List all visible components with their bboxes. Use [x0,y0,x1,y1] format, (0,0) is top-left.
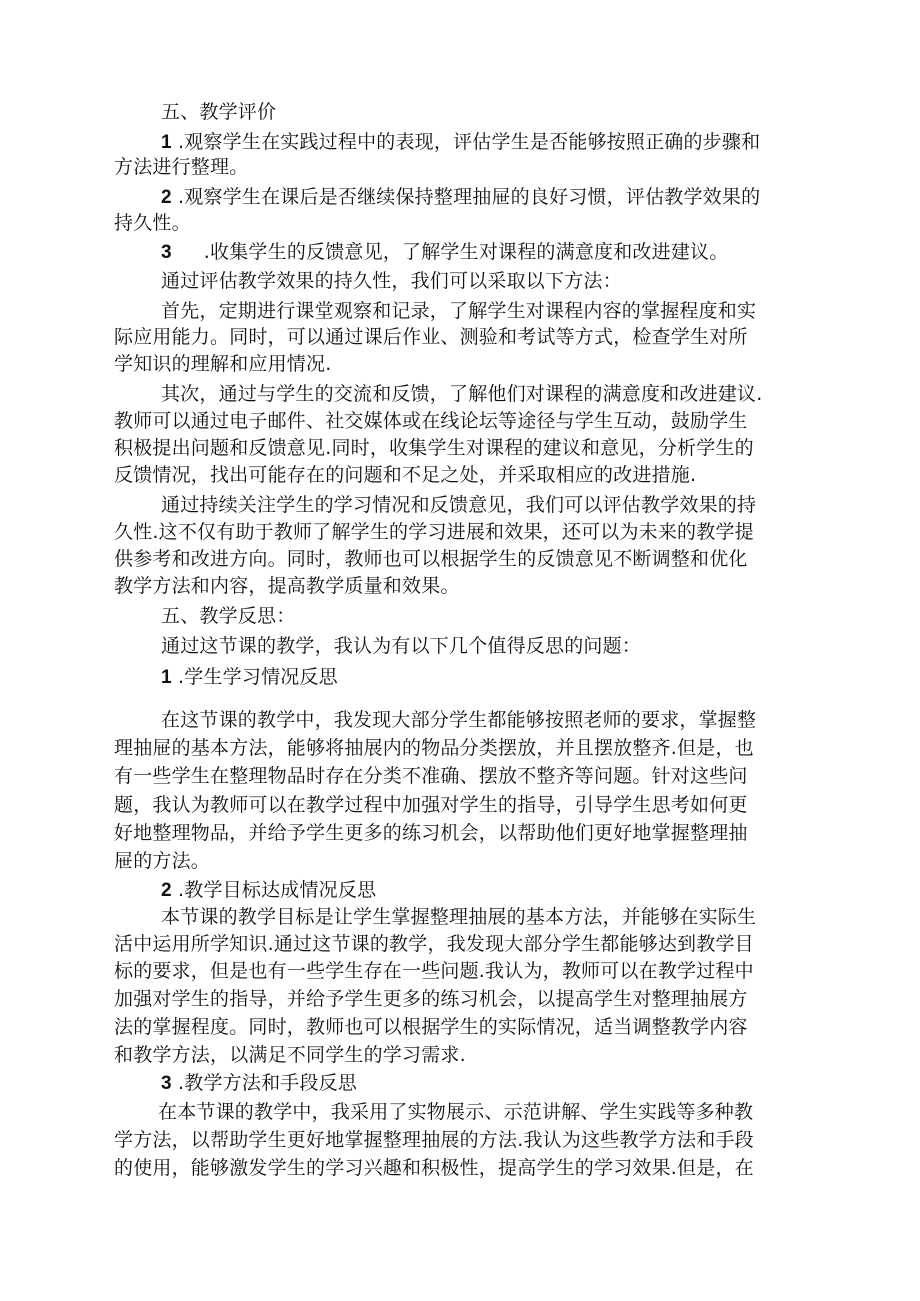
para-continue-line-2: 久性.这不仅有助于教师了解学生的学习进展和效果，还可以为未来的教学提 [114,521,754,543]
para-first-line-1: 首先，定期进行课堂观察和记录，了解学生对课程内容的掌握程度和实 [161,300,757,322]
section-heading-reflection: 五、教学反思： [161,605,296,627]
para-second-line-4: 反馈情况，找出可能存在的问题和不足之处，并采取相应的改进措施. [114,464,697,486]
para-second-line-2: 教师可以通过电子邮件、社交媒体或在线论坛等途径与学生互动，鼓励学生 [114,410,748,432]
eval-item-2-line-2: 持久性。 [114,212,191,234]
reflection-item-3-line-3: 的使用，能够激发学生的学习兴趣和积极性，提高学生的学习效果.但是，在 [114,1157,754,1179]
reflection-item-1-heading: .学生学习情况反思 [178,666,338,688]
reflection-item-2-number: 2 [161,880,172,901]
section-heading-evaluation: 五、教学评价 [161,101,277,123]
para-continue-line-3: 供参考和改进方向。同时，教师也可以根据学生的反馈意见不断调整和优化 [114,548,748,570]
reflection-item-2-line-1: 本节课的教学目标是让学生掌握整理抽展的基本方法，并能够在实际生 [161,906,757,928]
reflection-item-3-title [161,1070,357,1097]
reflection-item-3-line-1: 在本节课的教学中，我采用了实物展示、示范讲解、学生实践等多种教 [158,1101,754,1123]
para-first-line-3: 学知识的理解和应用情况. [114,353,332,375]
eval-item-2-line-1 [161,184,760,211]
reflection-item-1-line-4: 题，我认为教师可以在教学过程中加强对学生的指导，引导学生思考如何更 [114,794,748,816]
reflection-item-1-line-2: 理抽屉的基本方法，能够将抽展内的物品分类摆放，并且摆放整齐.但是，也 [114,737,754,759]
reflection-item-3-line-2: 学方法，以帮助学生更好地掌握整理抽展的方法.我认为这些教学方法和手段 [114,1129,754,1151]
eval-item-1-text: .观察学生在实践过程中的表现，评估学生是否能够按照正确的步骤和 [178,131,761,153]
persistence-intro: 通过评估教学效果的持久性，我们可以采取以下方法： [161,270,622,292]
reflection-item-1-line-5: 好地整理物品，并给予学生更多的练习机会，以帮助他们更好地掌握整理抽 [114,822,748,844]
reflection-item-2-title [161,877,376,904]
reflection-item-2-line-5: 法的掌握程度。同时，教师也可以根据学生的实际情况，适当调整教学内容 [114,1016,748,1038]
reflection-item-1-number: 1 [161,667,172,688]
reflection-item-2-line-4: 加强对学生的指导，并给予学生更多的练习机会，以提高学生对整理抽展方 [114,988,748,1010]
para-continue-line-4: 教学方法和内容，提高教学质量和效果。 [114,575,460,597]
para-second-line-1: 其次，通过与学生的交流和反馈，了解他们对课程的满意度和改进建议. [161,383,763,405]
reflection-intro: 通过这节课的教学，我认为有以下几个值得反思的问题： [161,635,642,657]
reflection-item-1-line-1: 在这节课的教学中，我发现大部分学生都能够按照老师的要求，掌握整 [161,709,757,731]
eval-item-3-line-1 [161,239,728,266]
reflection-item-3-number: 3 [161,1073,172,1094]
reflection-item-3-heading: .教学方法和手段反思 [178,1072,358,1094]
reflection-item-1-line-6: 屉的方法。 [114,850,211,872]
reflection-item-1-line-3: 有一些学生在整理物品时存在分类不准确、摆放不整齐等问题。针对这些问 [114,765,748,787]
eval-item-1-number: 1 [161,132,172,153]
reflection-item-2-line-3: 标的要求，但是也有一些学生存在一些问题.我认为，教师可以在教学过程中 [114,960,754,982]
eval-item-3-number: 3 [161,242,172,263]
reflection-item-2-line-2: 活中运用所学知识.通过这节课的教学，我发现大部分学生都能够达到教学目 [114,933,754,955]
reflection-item-1-title [161,664,338,691]
para-first-line-2: 际应用能力。同时，可以通过课后作业、测验和考试等方式，检查学生对所 [114,326,748,348]
para-continue-line-1: 通过持续关注学生的学习情况和反馈意见，我们可以评估教学效果的持 [161,494,757,516]
eval-item-3-text: .收集学生的反馈意见，了解学生对课程的满意度和改进建议。 [203,241,729,263]
eval-item-2-text: .观察学生在课后是否继续保持整理抽屉的良好习惯，评估教学效果的 [178,186,761,208]
reflection-item-2-line-6: 和教学方法，以满足不同学生的学习需求. [114,1044,466,1066]
eval-item-2-number: 2 [161,187,172,208]
para-second-line-3: 积极提出问题和反馈意见.同时，收集学生对课程的建议和意见，分析学生的 [114,437,754,459]
eval-item-1-line-2: 方法进行整理。 [114,156,249,178]
reflection-item-2-heading: .教学目标达成情况反思 [178,879,377,901]
eval-item-1-line-1 [161,129,760,156]
